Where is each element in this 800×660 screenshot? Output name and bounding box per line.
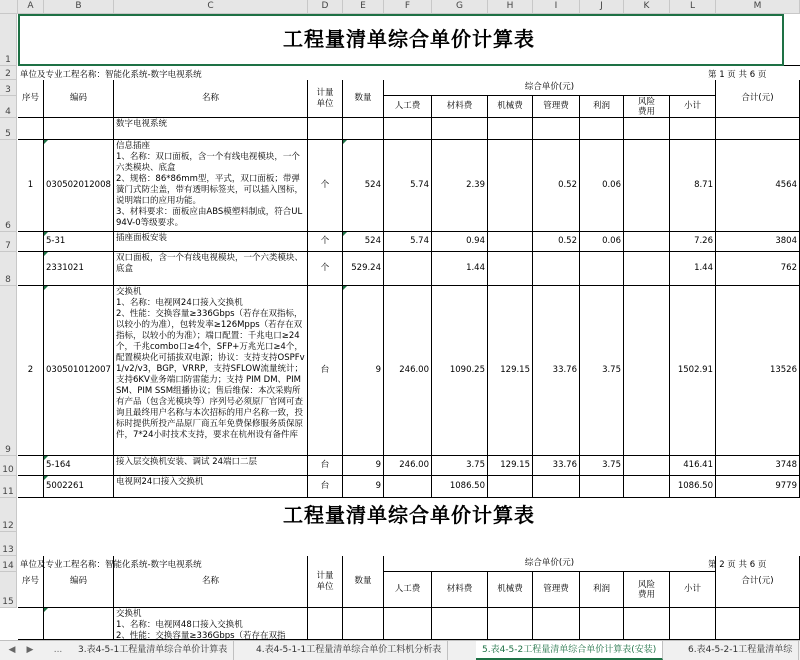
row8-profit-cell[interactable] [580, 252, 624, 286]
page-number-2: 第 2 页 共 6 页 [708, 560, 767, 570]
row11-machine-cell[interactable] [488, 476, 533, 498]
row11-total-cell[interactable]: 9779 [716, 476, 800, 498]
row16-risk-cell[interactable] [624, 608, 670, 640]
row5-code-cell[interactable] [44, 118, 114, 140]
row6-subtotal-cell[interactable]: 8.71 [670, 140, 716, 232]
error-marker-icon [343, 140, 347, 144]
row9-labor-cell[interactable]: 246.00 [384, 286, 432, 456]
row5-risk-cell[interactable] [624, 118, 670, 140]
error-marker-icon [343, 232, 347, 236]
tab-scroll-right-icon[interactable]: ▶ [26, 645, 34, 655]
p2-header-subtotal[interactable]: 小计 [670, 572, 716, 608]
row5-profit-cell[interactable] [580, 118, 624, 140]
p2-header-name[interactable]: 名称 [114, 556, 308, 608]
row7-material-cell[interactable]: 0.94 [432, 232, 488, 252]
selected-range [18, 14, 784, 66]
row9-qty-cell[interactable]: 9 [343, 286, 384, 456]
p1-header-material[interactable]: 材料费 [432, 96, 488, 118]
row7-name-cell[interactable]: 插座面板安装 [114, 232, 308, 252]
row7-profit-cell[interactable]: 0.06 [580, 232, 624, 252]
row5-material-cell[interactable] [432, 118, 488, 140]
row7-machine-cell[interactable] [488, 232, 533, 252]
row-header-15[interactable]: 15 [0, 572, 17, 608]
p1-header-code[interactable]: 编码 [44, 80, 114, 118]
row5-qty-cell[interactable] [343, 118, 384, 140]
row16-subtotal-cell[interactable] [670, 608, 716, 640]
column-header-e[interactable]: E [343, 0, 384, 14]
column-header-j[interactable]: J [580, 0, 624, 14]
error-marker-icon [44, 232, 48, 236]
error-marker-icon [44, 252, 48, 256]
p2-header-total[interactable]: 合计(元) [716, 556, 800, 608]
row10-machine-cell[interactable]: 129.15 [488, 456, 533, 476]
corner-cell[interactable] [0, 0, 18, 14]
row6-name-cell[interactable]: 信息插座 1、名称：双口面板，含一个有线电视模块，一个六类模块、底盒 2、规格：86*86mm型，平式，双口面板；带弹簧门式防尘盖，带有透明标签夹，可以插入图标，说明端口的应用功能。 3、材料要求：面板应由ABS模塑料制成，符合UL 94V-0等级要求。 [114, 140, 308, 232]
row11-seq-cell[interactable] [18, 476, 44, 498]
row11-labor-cell[interactable] [384, 476, 432, 498]
row9-unit-cell[interactable]: 台 [308, 286, 343, 456]
row-header-4[interactable]: 4 [0, 96, 17, 118]
p2-header-mgmt[interactable]: 管理费 [533, 572, 580, 608]
row10-code-cell[interactable]: 5-164 [44, 456, 114, 476]
row5-name-cell[interactable]: 数字电视系统 [114, 118, 308, 140]
row8-code-cell[interactable]: 2331021 [44, 252, 114, 286]
row7-subtotal-cell[interactable]: 7.26 [670, 232, 716, 252]
column-header-c[interactable]: C [114, 0, 308, 14]
row7-labor-cell[interactable]: 5.74 [384, 232, 432, 252]
row8-material-cell[interactable]: 1.44 [432, 252, 488, 286]
p1-header-composite[interactable]: 综合单价(元) [384, 80, 716, 96]
row9-mgmt-cell[interactable]: 33.76 [533, 286, 580, 456]
error-marker-icon [44, 476, 48, 480]
column-header-l[interactable]: L [670, 0, 716, 14]
p2-header-profit[interactable]: 利润 [580, 572, 624, 608]
row8-unit-cell[interactable]: 个 [308, 252, 343, 286]
row16-labor-cell[interactable] [384, 608, 432, 640]
column-header-m[interactable]: M [716, 0, 800, 14]
row11-risk-cell[interactable] [624, 476, 670, 498]
row7-total-cell[interactable]: 3804 [716, 232, 800, 252]
row6-profit-cell[interactable]: 0.06 [580, 140, 624, 232]
row5-subtotal-cell[interactable] [670, 118, 716, 140]
p2-header-material[interactable]: 材料费 [432, 572, 488, 608]
row9-code-cell[interactable]: 030501012007 [44, 286, 114, 456]
row6-material-cell[interactable]: 2.39 [432, 140, 488, 232]
row-header-3[interactable]: 3 [0, 80, 17, 96]
error-marker-icon [343, 286, 347, 290]
row-header-14[interactable]: 14 [0, 556, 17, 572]
row-header-6[interactable]: 6 [0, 140, 17, 232]
row7-mgmt-cell[interactable]: 0.52 [533, 232, 580, 252]
error-marker-icon [44, 456, 48, 460]
sheet-tab-6[interactable]: 6.表4-5-2-1工程量清单综 [682, 641, 799, 660]
p1-header-qty[interactable]: 数量 [343, 80, 384, 118]
row11-material-cell[interactable]: 1086.50 [432, 476, 488, 498]
row8-qty-cell[interactable]: 529.24 [343, 252, 384, 286]
row16-mgmt-cell[interactable] [533, 608, 580, 640]
row6-machine-cell[interactable] [488, 140, 533, 232]
row8-name-cell[interactable]: 双口面板，含一个有线电视模块，一个六类模块、底盒 [114, 252, 308, 286]
row10-mgmt-cell[interactable]: 33.76 [533, 456, 580, 476]
row10-seq-cell[interactable] [18, 456, 44, 476]
sheet-tab-4[interactable]: 4.表4-5-1-1工程量清单综合单价工料机分析表 [250, 641, 448, 660]
p1-header-profit[interactable]: 利润 [580, 96, 624, 118]
row9-material-cell[interactable]: 1090.25 [432, 286, 488, 456]
error-marker-icon [44, 286, 48, 290]
sheet-tab-bar [0, 640, 800, 660]
row6-mgmt-cell[interactable]: 0.52 [533, 140, 580, 232]
row9-name-cell[interactable]: 交换机 1、名称：电视网24口接入交换机 2、性能：交换容量≥336Gbps（若存在双指标，以较小的为准），包转发率≥126Mpps（若存在双指标，以较小的为准）；端口配置：千兆电口≥24个，千兆combo口≥4个，SFP+万兆光口≥4个，配置模块化可插拔双电源；协议：支持支持OSPFv1/v2/v3，BGP，VRRP，支持SFLOW流量统计；支持6KV业务端口防雷能力；支持 PIM DM、PIM SM、PIM SSM组播协议；售后维保：本次采购所有产品（包含光模块等）序列号必须原厂官网可查询且最终用户名称与本次招标的用户名称一致，投标时提供所投产品原厂商五年免费保修服务质保原件，7*24小时技术支持，要求在杭州设有备件库 [114, 286, 308, 456]
p2-header-seq[interactable]: 序号 [18, 556, 44, 608]
p2-header-machine[interactable]: 机械费 [488, 572, 533, 608]
row-header-8[interactable]: 8 [0, 252, 17, 286]
p2-header-code[interactable]: 编码 [44, 556, 114, 608]
page-number-1: 第 1 页 共 6 页 [708, 70, 767, 80]
row11-qty-cell[interactable]: 9 [343, 476, 384, 498]
column-header-k[interactable]: K [624, 0, 670, 14]
p2-header-labor[interactable]: 人工费 [384, 572, 432, 608]
sheet-title-1[interactable]: 工程量清单综合单价计算表 [18, 14, 800, 66]
row-header-5[interactable]: 5 [0, 118, 17, 140]
column-header-d[interactable]: D [308, 0, 343, 14]
row16-code-cell[interactable] [44, 608, 114, 640]
row16-material-cell[interactable] [432, 608, 488, 640]
row5-unit-cell[interactable] [308, 118, 343, 140]
row9-profit-cell[interactable]: 3.75 [580, 286, 624, 456]
row5-labor-cell[interactable] [384, 118, 432, 140]
row10-risk-cell[interactable] [624, 456, 670, 476]
error-marker-icon [44, 140, 48, 144]
row5-total-cell[interactable] [716, 118, 800, 140]
row6-labor-cell[interactable]: 5.74 [384, 140, 432, 232]
row-header-12[interactable]: 12 [0, 498, 17, 532]
row11-unit-cell[interactable]: 台 [308, 476, 343, 498]
row16-profit-cell[interactable] [580, 608, 624, 640]
row6-unit-cell[interactable]: 个 [308, 140, 343, 232]
row11-subtotal-cell[interactable]: 1086.50 [670, 476, 716, 498]
row5-seq-cell[interactable] [18, 118, 44, 140]
sheet-title-2[interactable]: 工程量清单综合单价计算表 [283, 502, 535, 527]
row-header-10[interactable]: 10 [0, 456, 17, 476]
row10-profit-cell[interactable]: 3.75 [580, 456, 624, 476]
row6-qty-cell[interactable]: 524 [343, 140, 384, 232]
row9-machine-cell[interactable]: 129.15 [488, 286, 533, 456]
row-header-2[interactable]: 2 [0, 66, 17, 80]
p2-header-risk[interactable]: 风险 费用 [624, 572, 670, 608]
row11-code-cell[interactable]: 5002261 [44, 476, 114, 498]
p1-header-total[interactable]: 合计(元) [716, 80, 800, 118]
tab-more-icon[interactable]: ... [53, 645, 63, 655]
row10-material-cell[interactable]: 3.75 [432, 456, 488, 476]
row6-seq-cell[interactable]: 1 [18, 140, 44, 232]
row11-profit-cell[interactable] [580, 476, 624, 498]
project-label-2: 单位及专业工程名称：智能化系统-数字电视系统 [20, 560, 202, 570]
row9-seq-cell[interactable]: 2 [18, 286, 44, 456]
column-header-f[interactable]: F [384, 0, 432, 14]
p1-header-unit[interactable]: 计量 单位 [308, 80, 343, 118]
p1-header-subtotal[interactable]: 小计 [670, 96, 716, 118]
row-header-11[interactable]: 11 [0, 476, 17, 498]
column-header-b[interactable]: B [44, 0, 114, 14]
error-marker-icon [44, 608, 48, 612]
p2-header-composite[interactable]: 综合单价(元) [384, 556, 716, 572]
row7-unit-cell[interactable]: 个 [308, 232, 343, 252]
row16-unit-cell[interactable] [308, 608, 343, 640]
row10-unit-cell[interactable]: 台 [308, 456, 343, 476]
row10-labor-cell[interactable]: 246.00 [384, 456, 432, 476]
row16-total-cell[interactable] [716, 608, 800, 640]
row6-risk-cell[interactable] [624, 140, 670, 232]
row9-risk-cell[interactable] [624, 286, 670, 456]
p2-header-qty[interactable]: 数量 [343, 556, 384, 608]
row10-subtotal-cell[interactable]: 416.41 [670, 456, 716, 476]
row-header-13[interactable]: 13 [0, 532, 17, 556]
column-header-g[interactable]: G [432, 0, 488, 14]
column-header-a[interactable]: A [18, 0, 44, 14]
row8-labor-cell[interactable] [384, 252, 432, 286]
row7-seq-cell[interactable] [18, 232, 44, 252]
row10-name-cell[interactable]: 接入层交换机安装、调试 24端口二层 [114, 456, 308, 476]
row8-mgmt-cell[interactable] [533, 252, 580, 286]
row-header-1[interactable]: 1 [0, 14, 17, 66]
row16-machine-cell[interactable] [488, 608, 533, 640]
row11-name-cell[interactable]: 电视网24口接入交换机 [114, 476, 308, 498]
row7-code-cell[interactable]: 5-31 [44, 232, 114, 252]
p2-header-unit[interactable]: 计量 单位 [308, 556, 343, 608]
row10-qty-cell[interactable]: 9 [343, 456, 384, 476]
row5-machine-cell[interactable] [488, 118, 533, 140]
row9-subtotal-cell[interactable]: 1502.91 [670, 286, 716, 456]
row9-total-cell[interactable]: 13526 [716, 286, 800, 456]
row16-seq-cell[interactable] [18, 608, 44, 640]
row8-total-cell[interactable]: 762 [716, 252, 800, 286]
sheet-tab-3[interactable]: 3.表4-5-1工程量清单综合单价计算表 [72, 641, 234, 660]
row-header-9[interactable]: 9 [0, 286, 17, 456]
sheet-tab-5-active[interactable]: 5.表4-5-2工程量清单综合单价计算表(安装) [476, 641, 663, 660]
p1-header-seq[interactable]: 序号 [18, 80, 44, 118]
p1-header-machine[interactable]: 机械费 [488, 96, 533, 118]
p1-header-risk[interactable]: 风险 费用 [624, 96, 670, 118]
p1-header-name[interactable]: 名称 [114, 80, 308, 118]
row11-mgmt-cell[interactable] [533, 476, 580, 498]
project-label-1: 单位及专业工程名称：智能化系统-数字电视系统 [20, 70, 202, 80]
tab-scroll-left-icon[interactable]: ◀ [8, 645, 16, 655]
row8-seq-cell[interactable] [18, 252, 44, 286]
row-header-7[interactable]: 7 [0, 232, 17, 252]
row7-risk-cell[interactable] [624, 232, 670, 252]
row10-total-cell[interactable]: 3748 [716, 456, 800, 476]
column-header-h[interactable]: H [488, 0, 533, 14]
column-header-i[interactable]: I [533, 0, 580, 14]
row6-total-cell[interactable]: 4564 [716, 140, 800, 232]
row8-machine-cell[interactable] [488, 252, 533, 286]
row16-qty-cell[interactable] [343, 608, 384, 640]
row8-risk-cell[interactable] [624, 252, 670, 286]
row7-qty-cell[interactable]: 524 [343, 232, 384, 252]
p1-header-labor[interactable]: 人工费 [384, 96, 432, 118]
row8-subtotal-cell[interactable]: 1.44 [670, 252, 716, 286]
p1-header-mgmt[interactable]: 管理费 [533, 96, 580, 118]
row16-name-cell[interactable]: 交换机 1、名称：电视网48口接入交换机 2、性能：交换容量≥336Gbps（若存在双指 [114, 608, 308, 640]
row6-code-cell[interactable]: 030502012008 [44, 140, 114, 232]
row5-mgmt-cell[interactable] [533, 118, 580, 140]
